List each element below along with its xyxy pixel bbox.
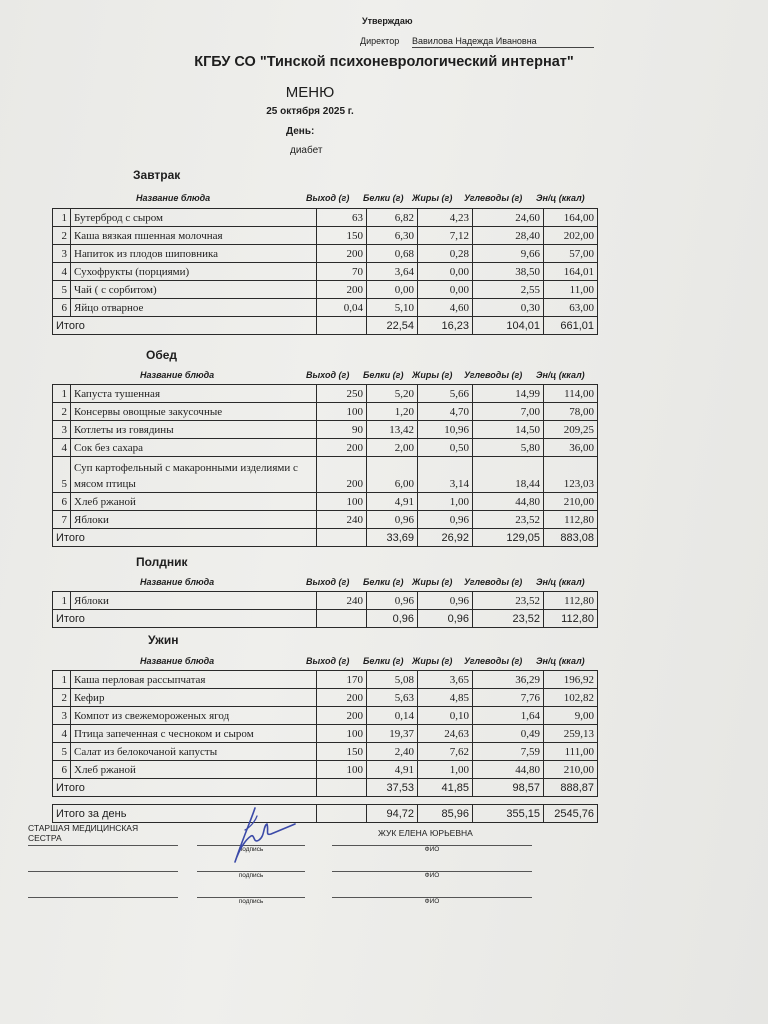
total-energy: 661,01 (544, 317, 598, 335)
protein-value: 6,30 (367, 227, 418, 245)
table-row (53, 299, 598, 317)
carbs-value: 7,59 (473, 743, 544, 761)
dish-name: Каша вязкая пшенная молочная (71, 227, 317, 245)
row-number: 5 (53, 281, 71, 299)
total-protein: 22,54 (367, 317, 418, 335)
row-number: 4 (53, 263, 71, 281)
day-total-yield (317, 805, 367, 823)
protein-value: 0,68 (367, 245, 418, 263)
protein-value: 2,40 (367, 743, 418, 761)
row-number: 3 (53, 245, 71, 263)
menu-date: 25 октября 2025 г. (266, 106, 354, 117)
total-fat: 16,23 (418, 317, 473, 335)
col-energy: Эн/ц (ккал) (536, 577, 585, 587)
yield-value: 150 (317, 743, 367, 761)
dish-name: Каша перловая рассыпчатая (71, 671, 317, 689)
fat-value: 4,23 (418, 209, 473, 227)
energy-value: 9,00 (544, 707, 598, 725)
dinner-column-header (52, 656, 597, 668)
protein-value: 4,91 (367, 493, 418, 511)
fat-value: 0,00 (418, 281, 473, 299)
dish-name: Кефир (71, 689, 317, 707)
carbs-value: 23,52 (473, 592, 544, 610)
day-total-label: Итого за день (53, 805, 317, 823)
energy-value: 210,00 (544, 493, 598, 511)
table-row (53, 493, 598, 511)
row-number: 1 (53, 209, 71, 227)
protein-value: 4,91 (367, 761, 418, 779)
energy-value: 57,00 (544, 245, 598, 263)
dish-name: Салат из белокочаной капусты (71, 743, 317, 761)
protein-value: 0,96 (367, 592, 418, 610)
table-row (53, 725, 598, 743)
energy-value: 202,00 (544, 227, 598, 245)
table-row (53, 511, 598, 529)
energy-value: 111,00 (544, 743, 598, 761)
fio-caption-3: ФИО (424, 898, 440, 905)
fat-value: 0,28 (418, 245, 473, 263)
carbs-value: 0,49 (473, 725, 544, 743)
fat-value: 1,00 (418, 493, 473, 511)
snack-title: Полдник (136, 555, 188, 569)
dish-name: Хлеб ржаной (71, 761, 317, 779)
signature-caption-3: подпись (238, 898, 264, 905)
carbs-value: 9,66 (473, 245, 544, 263)
col-energy: Эн/ц (ккал) (536, 370, 585, 380)
table-row (53, 263, 598, 281)
table-row (53, 227, 598, 245)
approval-title: Утверждаю (362, 16, 413, 26)
dish-name: Хлеб ржаной (71, 493, 317, 511)
col-name: Название блюда (140, 370, 215, 380)
col-protein: Белки (г) (363, 656, 404, 666)
energy-value: 11,00 (544, 281, 598, 299)
total-protein: 33,69 (367, 529, 418, 547)
total-row (53, 529, 598, 547)
carbs-value: 18,44 (473, 457, 544, 493)
energy-value: 209,25 (544, 421, 598, 439)
total-yield (317, 779, 367, 797)
energy-value: 123,03 (544, 457, 598, 493)
yield-value: 250 (317, 385, 367, 403)
signer-role: СТАРШАЯ МЕДИЦИНСКАЯ СЕСТРА (28, 823, 139, 843)
day-total-fat: 85,96 (418, 805, 473, 823)
energy-value: 114,00 (544, 385, 598, 403)
total-protein: 0,96 (367, 610, 418, 628)
table-row (53, 743, 598, 761)
col-name: Название блюда (136, 193, 211, 203)
table-row (53, 761, 598, 779)
col-name: Название блюда (140, 577, 215, 587)
row-number: 6 (53, 493, 71, 511)
dish-name: Яблоки (71, 511, 317, 529)
col-protein: Белки (г) (363, 577, 404, 587)
total-energy: 888,87 (544, 779, 598, 797)
table-row (53, 281, 598, 299)
lunch-title: Обед (146, 348, 178, 362)
energy-value: 210,00 (544, 761, 598, 779)
dish-name: Бутерброд с сыром (71, 209, 317, 227)
yield-value: 100 (317, 725, 367, 743)
protein-value: 3,64 (367, 263, 418, 281)
total-fat: 0,96 (418, 610, 473, 628)
carbs-value: 14,99 (473, 385, 544, 403)
breakfast-table (52, 208, 598, 335)
fat-value: 7,62 (418, 743, 473, 761)
carbs-value: 36,29 (473, 671, 544, 689)
total-yield (317, 317, 367, 335)
director-name: Вавилова Надежда Ивановна (412, 36, 594, 48)
row-number: 5 (53, 457, 71, 493)
col-name: Название блюда (140, 656, 215, 666)
table-row (53, 689, 598, 707)
protein-value: 0,00 (367, 281, 418, 299)
row-number: 3 (53, 707, 71, 725)
handwritten-signature (225, 800, 305, 870)
total-fat: 26,92 (418, 529, 473, 547)
dish-name: Яблоки (71, 592, 317, 610)
protein-value: 5,20 (367, 385, 418, 403)
carbs-value: 0,30 (473, 299, 544, 317)
protein-value: 19,37 (367, 725, 418, 743)
yield-value: 200 (317, 439, 367, 457)
col-fat: Жиры (г) (412, 577, 453, 587)
row-number: 2 (53, 689, 71, 707)
total-row (53, 779, 598, 797)
carbs-value: 24,60 (473, 209, 544, 227)
yield-value: 200 (317, 281, 367, 299)
fat-value: 4,70 (418, 403, 473, 421)
carbs-value: 14,50 (473, 421, 544, 439)
table-row (53, 457, 598, 493)
dish-name: Сухофрукты (порциями) (71, 263, 317, 281)
dish-name: Птица запеченная с чесноком и сыром (71, 725, 317, 743)
total-fat: 41,85 (418, 779, 473, 797)
total-yield (317, 529, 367, 547)
yield-value: 100 (317, 403, 367, 421)
yield-value: 200 (317, 689, 367, 707)
col-protein: Белки (г) (363, 370, 404, 380)
snack-table (52, 591, 598, 628)
fat-value: 3,65 (418, 671, 473, 689)
row-number: 5 (53, 743, 71, 761)
row-number: 2 (53, 227, 71, 245)
dish-name: Котлеты из говядины (71, 421, 317, 439)
breakfast-title: Завтрак (133, 168, 181, 182)
total-row (53, 610, 598, 628)
col-yield: Выход (г) (306, 656, 350, 666)
carbs-value: 1,64 (473, 707, 544, 725)
total-carbs: 98,57 (473, 779, 544, 797)
carbs-value: 5,80 (473, 439, 544, 457)
protein-value: 5,08 (367, 671, 418, 689)
fat-value: 0,50 (418, 439, 473, 457)
energy-value: 102,82 (544, 689, 598, 707)
yield-value: 90 (317, 421, 367, 439)
breakfast-column-header (52, 193, 597, 205)
row-number: 2 (53, 403, 71, 421)
protein-value: 0,14 (367, 707, 418, 725)
role-line (28, 845, 178, 846)
fat-value: 4,85 (418, 689, 473, 707)
dish-name: Суп картофельный с макаронными изделиями с мясом птицы (71, 457, 317, 493)
dish-name: Яйцо отварное (71, 299, 317, 317)
col-carbs: Углеводы (г) (464, 370, 523, 380)
yield-value: 0,04 (317, 299, 367, 317)
yield-value: 240 (317, 592, 367, 610)
menu-title: МЕНЮ (285, 84, 335, 101)
day-total-table (52, 804, 598, 823)
dish-name: Компот из свежемороженых ягод (71, 707, 317, 725)
total-protein: 37,53 (367, 779, 418, 797)
protein-value: 6,00 (367, 457, 418, 493)
yield-value: 200 (317, 457, 367, 493)
lunch-table (52, 384, 598, 547)
carbs-value: 44,80 (473, 493, 544, 511)
day-total-energy: 2545,76 (544, 805, 598, 823)
table-row (53, 245, 598, 263)
col-fat: Жиры (г) (412, 656, 453, 666)
signature-caption: подпись (238, 846, 264, 853)
col-fat: Жиры (г) (412, 370, 453, 380)
dish-name: Сок без сахара (71, 439, 317, 457)
col-protein: Белки (г) (363, 193, 404, 203)
organization-title: КГБУ СО "Тинской психоневрологический интернат" (194, 54, 574, 70)
fat-value: 7,12 (418, 227, 473, 245)
total-label: Итого (53, 529, 317, 547)
row-number: 1 (53, 385, 71, 403)
carbs-value: 44,80 (473, 761, 544, 779)
dish-name: Капуста тушенная (71, 385, 317, 403)
table-row (53, 403, 598, 421)
day-total-protein: 94,72 (367, 805, 418, 823)
table-row (53, 707, 598, 725)
fat-value: 0,00 (418, 263, 473, 281)
total-energy: 112,80 (544, 610, 598, 628)
day-total-row (53, 805, 598, 823)
fat-value: 3,14 (418, 457, 473, 493)
dish-name: Консервы овощные закусочные (71, 403, 317, 421)
protein-value: 6,82 (367, 209, 418, 227)
col-yield: Выход (г) (306, 370, 350, 380)
fat-value: 1,00 (418, 761, 473, 779)
director-label: Директор (360, 36, 400, 46)
yield-value: 100 (317, 761, 367, 779)
day-total-carbs: 355,15 (473, 805, 544, 823)
dish-name: Чай ( с сорбитом) (71, 281, 317, 299)
yield-value: 70 (317, 263, 367, 281)
role-line-3 (28, 897, 178, 898)
yield-value: 150 (317, 227, 367, 245)
dinner-table (52, 670, 598, 797)
signature-caption-2: подпись (238, 872, 264, 879)
row-number: 1 (53, 671, 71, 689)
table-row (53, 209, 598, 227)
diet-label: диабет (290, 145, 323, 156)
fat-value: 24,63 (418, 725, 473, 743)
table-row (53, 385, 598, 403)
protein-value: 13,42 (367, 421, 418, 439)
energy-value: 164,01 (544, 263, 598, 281)
row-number: 6 (53, 761, 71, 779)
total-carbs: 104,01 (473, 317, 544, 335)
yield-value: 240 (317, 511, 367, 529)
day-label: День: (286, 126, 315, 137)
fat-value: 0,10 (418, 707, 473, 725)
yield-value: 200 (317, 245, 367, 263)
yield-value: 200 (317, 707, 367, 725)
protein-value: 1,20 (367, 403, 418, 421)
carbs-value: 38,50 (473, 263, 544, 281)
total-row (53, 317, 598, 335)
yield-value: 63 (317, 209, 367, 227)
fat-value: 0,96 (418, 592, 473, 610)
carbs-value: 23,52 (473, 511, 544, 529)
protein-value: 2,00 (367, 439, 418, 457)
total-energy: 883,08 (544, 529, 598, 547)
role-line-2 (28, 871, 178, 872)
dinner-title: Ужин (148, 633, 179, 647)
col-yield: Выход (г) (306, 193, 350, 203)
energy-value: 259,13 (544, 725, 598, 743)
protein-value: 0,96 (367, 511, 418, 529)
row-number: 1 (53, 592, 71, 610)
col-yield: Выход (г) (306, 577, 350, 587)
total-label: Итого (53, 317, 317, 335)
col-carbs: Углеводы (г) (464, 577, 523, 587)
carbs-value: 28,40 (473, 227, 544, 245)
total-carbs: 129,05 (473, 529, 544, 547)
row-number: 3 (53, 421, 71, 439)
protein-value: 5,63 (367, 689, 418, 707)
lunch-column-header (52, 370, 597, 382)
energy-value: 63,00 (544, 299, 598, 317)
energy-value: 164,00 (544, 209, 598, 227)
total-carbs: 23,52 (473, 610, 544, 628)
fio-caption: ФИО (424, 846, 440, 853)
table-row (53, 592, 598, 610)
fat-value: 5,66 (418, 385, 473, 403)
fio-caption-2: ФИО (424, 872, 440, 879)
energy-value: 78,00 (544, 403, 598, 421)
protein-value: 5,10 (367, 299, 418, 317)
row-number: 4 (53, 725, 71, 743)
energy-value: 36,00 (544, 439, 598, 457)
row-number: 4 (53, 439, 71, 457)
row-number: 6 (53, 299, 71, 317)
yield-value: 100 (317, 493, 367, 511)
dish-name: Напиток из плодов шиповника (71, 245, 317, 263)
carbs-value: 7,00 (473, 403, 544, 421)
snack-column-header (52, 577, 597, 589)
table-row (53, 439, 598, 457)
energy-value: 112,80 (544, 511, 598, 529)
fat-value: 4,60 (418, 299, 473, 317)
total-yield (317, 610, 367, 628)
fat-value: 0,96 (418, 511, 473, 529)
col-energy: Эн/ц (ккал) (536, 656, 585, 666)
col-energy: Эн/ц (ккал) (536, 193, 585, 203)
col-carbs: Углеводы (г) (464, 656, 523, 666)
carbs-value: 7,76 (473, 689, 544, 707)
carbs-value: 2,55 (473, 281, 544, 299)
table-row (53, 421, 598, 439)
yield-value: 170 (317, 671, 367, 689)
fat-value: 10,96 (418, 421, 473, 439)
energy-value: 196,92 (544, 671, 598, 689)
total-label: Итого (53, 610, 317, 628)
row-number: 7 (53, 511, 71, 529)
col-fat: Жиры (г) (412, 193, 453, 203)
total-label: Итого (53, 779, 317, 797)
energy-value: 112,80 (544, 592, 598, 610)
table-row (53, 671, 598, 689)
signer-name: ЖУК ЕЛЕНА ЮРЬЕВНА (378, 828, 473, 838)
col-carbs: Углеводы (г) (464, 193, 523, 203)
